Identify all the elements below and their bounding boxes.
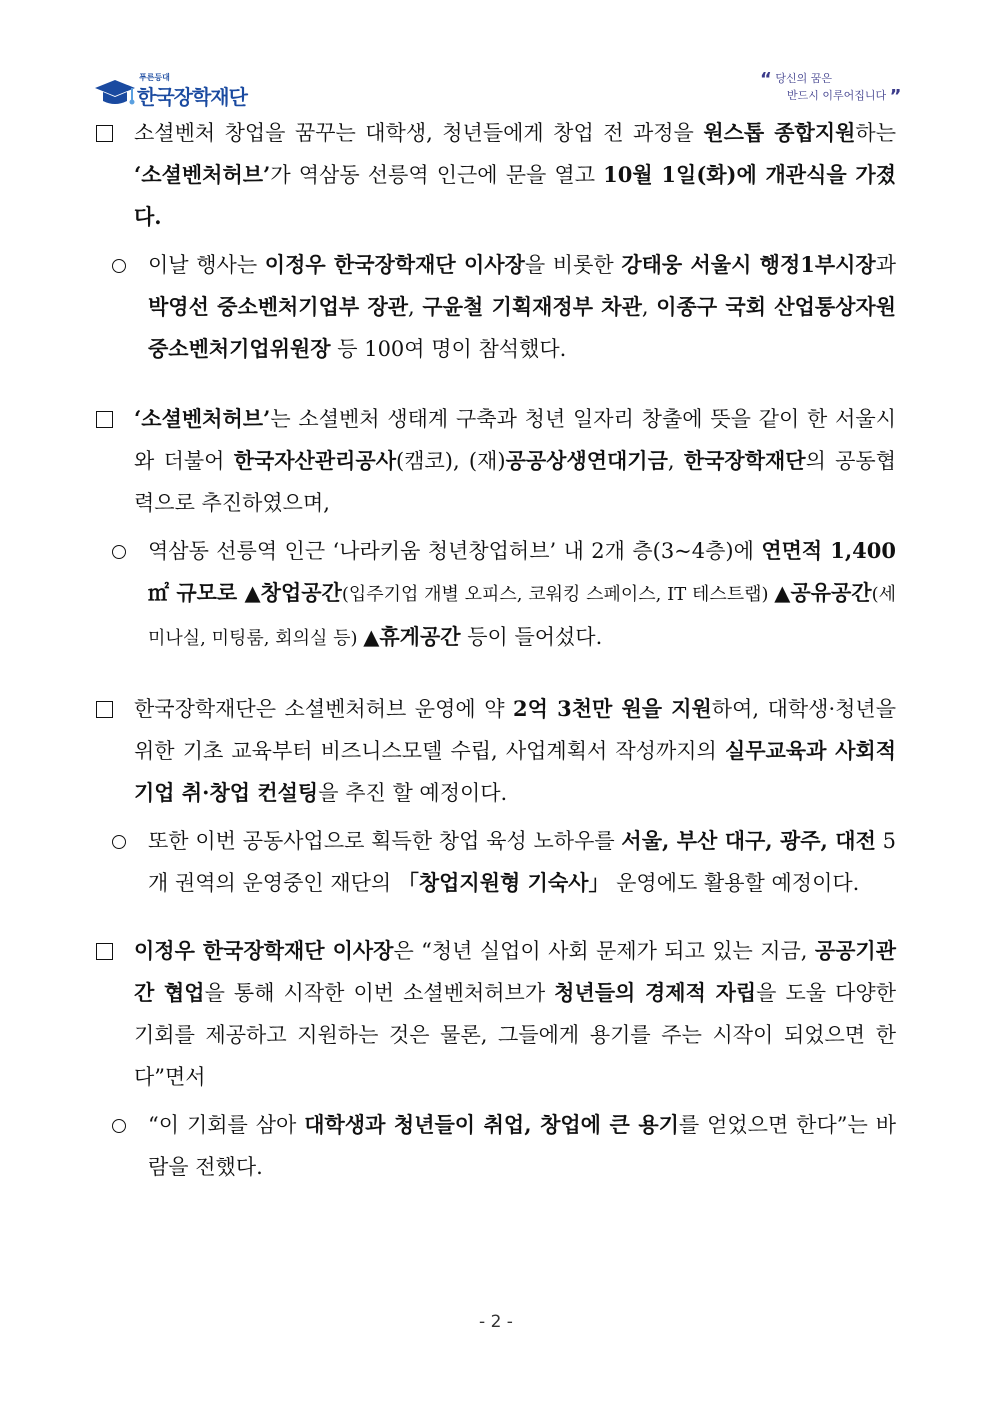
text-run: 하여, 대학생·청년을 위한 기초 교육부터 비즈니스모델 수립, 사업계획서 작성까지의 bbox=[134, 697, 896, 763]
slogan-line2: 반드시 이루어집니다 bbox=[787, 89, 887, 102]
text-run: 5개 권역의 운영중인 재단의 bbox=[148, 829, 896, 895]
page-header bbox=[0, 0, 992, 115]
text-run: 이종구 국회 산업통상자원중소벤처기업위원장 bbox=[148, 294, 897, 361]
text-run: 서울, 부산 대구, 광주, 대전 bbox=[621, 828, 876, 853]
slogan-line1: 당신의 꿈은 bbox=[775, 72, 832, 85]
text-run: ‘소셜벤처허브’ bbox=[134, 406, 271, 431]
graduation-cap-icon bbox=[93, 74, 137, 108]
text-run: 공공상생연대기금 bbox=[505, 448, 668, 473]
text-run: 가 역삼동 선릉역 인근에 문을 열고 bbox=[270, 163, 604, 187]
section-paragraph bbox=[96, 688, 896, 814]
text-run: ▲휴게공간 bbox=[363, 624, 461, 649]
slogan: “ 당신의 꿈은 반드시 이루어집니다 ” bbox=[760, 69, 902, 107]
foundation-logo bbox=[93, 72, 263, 108]
text-run: 구윤철 기획재정부 차관 bbox=[422, 294, 642, 319]
square-bullet-icon bbox=[96, 701, 113, 718]
logo-tagline: 푸른등대 bbox=[139, 73, 170, 82]
text-run: , bbox=[408, 295, 423, 319]
sub-paragraph bbox=[96, 820, 896, 904]
text-run: 역삼동 선릉역 인근 ‘나라키움 청년창업허브’ 내 2개 층(3~4층)에 bbox=[148, 539, 762, 563]
circle-bullet-icon bbox=[112, 259, 126, 273]
text-run: 강태웅 서울시 행정1부시장 bbox=[621, 252, 876, 277]
text-run: 등 100여 명이 참석했다. bbox=[330, 337, 567, 361]
text-run: 을 비롯한 bbox=[524, 253, 622, 277]
text-run: 「창업지원형 기숙사」 bbox=[397, 870, 610, 895]
text-run: 한국장학재단 bbox=[683, 448, 806, 473]
text-run: 을 추진 할 예정이다. bbox=[318, 781, 508, 805]
spacer bbox=[96, 904, 896, 930]
text-run: 10월 1일(화)에 개관식을 가졌다. bbox=[134, 162, 897, 229]
text-run: ▲공유공간 bbox=[774, 580, 872, 605]
text-run: “이 기회를 삼아 bbox=[148, 1113, 305, 1137]
sub-paragraph bbox=[96, 530, 896, 660]
circle-bullet-icon bbox=[112, 545, 126, 559]
sub-paragraph bbox=[96, 1104, 896, 1188]
circle-bullet-icon bbox=[112, 1119, 126, 1133]
text-run: 은 “청년 실업이 사회 문제가 되고 있는 지금, bbox=[393, 939, 815, 963]
text-run: , bbox=[667, 449, 684, 473]
text-run: 공공기관 간 협업 bbox=[134, 938, 896, 1005]
page-number: - 2 - bbox=[479, 1312, 513, 1332]
square-bullet-icon bbox=[96, 411, 113, 428]
sub-paragraph bbox=[96, 244, 896, 370]
text-run: 운영에도 활용할 예정이다. bbox=[609, 871, 860, 895]
text-run: 이정우 한국장학재단 이사장 bbox=[264, 252, 525, 277]
text-run: 을 통해 시작한 이번 소셜벤처허브가 bbox=[204, 981, 555, 1005]
text-run: 등이 들어섰다. bbox=[460, 625, 603, 649]
text-run: 박영선 중소벤처기업부 장관 bbox=[148, 294, 409, 319]
text-run: 또한 이번 공동사업으로 획득한 창업 육성 노하우를 bbox=[148, 829, 622, 853]
text-run: 원스톱 종합지원 bbox=[703, 120, 856, 145]
section-paragraph bbox=[96, 112, 896, 238]
text-run: 는 소셜벤처 생태계 구축과 청년 일자리 창출에 뜻을 같이 한 서울시와 더불어 bbox=[134, 407, 896, 473]
circle-bullet-icon bbox=[112, 835, 126, 849]
text-run: , bbox=[641, 295, 657, 319]
text-run: 2억 3천만 원을 지원 bbox=[513, 696, 712, 721]
text-run: 연면적 1,400㎡ 규모로 ▲창업공간 bbox=[148, 538, 896, 605]
document-body bbox=[96, 112, 896, 1188]
text-run: 이날 행사는 bbox=[148, 253, 265, 277]
spacer bbox=[96, 660, 896, 688]
text-run: 의 공동협력으로 추진하였으며, bbox=[134, 449, 897, 515]
square-bullet-icon bbox=[96, 125, 113, 142]
section-paragraph bbox=[96, 930, 896, 1098]
text-run: 하는 bbox=[855, 121, 896, 145]
text-run: 을 도울 다양한 기회를 제공하고 지원하는 것은 물론, 그들에게 용기를 주는 시작이 되었으면 한다”면서 bbox=[134, 981, 896, 1089]
text-run: 실무교육과 사회적기업 취·창업 컨설팅 bbox=[134, 738, 896, 805]
text-run: ‘소셜벤처허브’ bbox=[134, 162, 271, 187]
text-run: 청년들의 경제적 자립 bbox=[554, 980, 757, 1005]
text-run: 를 얻었으면 한다”는 바람을 전했다. bbox=[148, 1113, 896, 1179]
section-paragraph bbox=[96, 398, 896, 524]
text-run: 과 bbox=[875, 253, 896, 277]
text-run: 이정우 한국장학재단 이사장 bbox=[134, 938, 394, 963]
text-run: 한국장학재단은 소셜벤처허브 운영에 약 bbox=[134, 697, 514, 721]
logo-name: 한국장학재단 bbox=[137, 85, 247, 109]
square-bullet-icon bbox=[96, 943, 113, 960]
text-run: 소셜벤처 창업을 꿈꾸는 대학생, 청년들에게 창업 전 과정을 bbox=[134, 121, 704, 145]
text-run: 한국자산관리공사 bbox=[233, 448, 396, 473]
text-run: (세미나실, 미팅룸, 회의실 등) bbox=[148, 584, 897, 649]
text-run: (입주기업 개별 오피스, 코워킹 스페이스, IT 테스트랩) bbox=[341, 584, 775, 605]
spacer bbox=[96, 370, 896, 398]
text-run: (캠코), (재) bbox=[396, 449, 506, 473]
text-run: 대학생과 청년들이 취업, 창업에 큰 용기 bbox=[304, 1112, 679, 1137]
